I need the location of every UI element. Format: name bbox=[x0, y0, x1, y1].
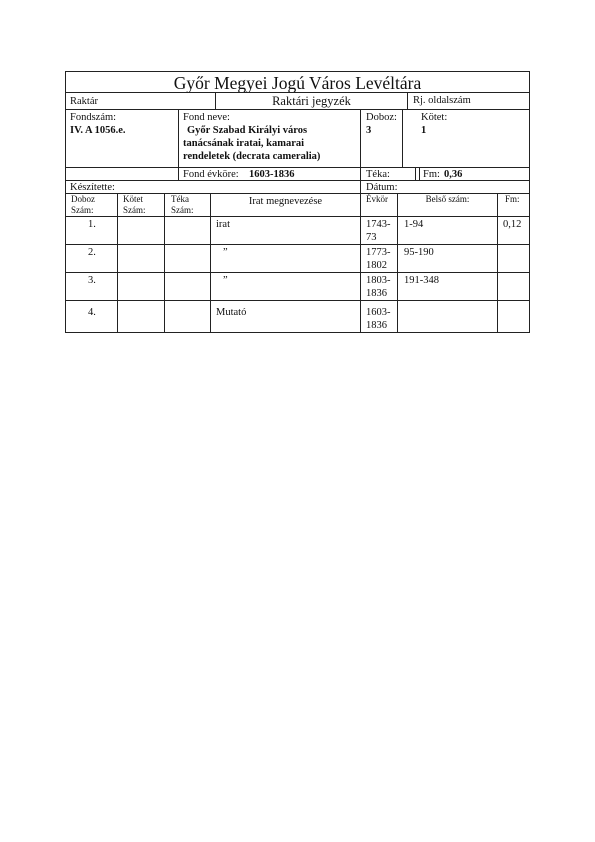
col-header-kotet bbox=[117, 193, 165, 217]
fm-label: Fm: bbox=[423, 169, 440, 180]
cell-kotet bbox=[117, 244, 165, 273]
fond-neve-label: Fond neve: bbox=[183, 112, 230, 123]
row-irat: Mutató bbox=[216, 307, 247, 318]
evkore-left-blank bbox=[65, 167, 179, 181]
col-header-belso-label: Belső szám: bbox=[425, 194, 470, 204]
raktari-jegyzek-cell bbox=[215, 92, 408, 110]
row-evkor-line: 73 bbox=[366, 232, 377, 243]
cell-doboz bbox=[65, 244, 118, 273]
row-evkor-line: 1836 bbox=[366, 288, 387, 299]
fond-neve-line: tanácsának iratai, kamarai bbox=[183, 138, 305, 149]
keszitette-cell bbox=[65, 180, 361, 194]
fond-neve-line: rendeletek (decrata cameralia) bbox=[183, 151, 321, 162]
fondszam-label: Fondszám: bbox=[70, 112, 117, 123]
raktari-jegyzek-label: Raktári jegyzék bbox=[272, 94, 351, 108]
row-evkor-line: 1836 bbox=[366, 320, 387, 331]
col-header-irat bbox=[210, 193, 361, 217]
cell-kotet bbox=[117, 300, 165, 333]
cell-fm bbox=[497, 300, 530, 333]
row-doboz: 4. bbox=[88, 307, 96, 318]
col-header-teka-line: Szám: bbox=[171, 205, 194, 215]
title-cell bbox=[65, 71, 530, 93]
row-doboz: 3. bbox=[88, 275, 96, 286]
col-header-doboz-line: Szám: bbox=[71, 205, 94, 215]
rj-oldalszam-label: Rj. oldalszám bbox=[413, 95, 471, 106]
row-belso: 95-190 bbox=[404, 247, 434, 258]
row-doboz: 2. bbox=[88, 247, 96, 258]
cell-teka bbox=[164, 272, 211, 301]
cell-irat bbox=[210, 216, 361, 245]
evkore-cell bbox=[178, 167, 361, 181]
row-evkor-line: 1802 bbox=[366, 260, 387, 271]
table-row bbox=[65, 272, 530, 301]
evkore-value: 1603-1836 bbox=[249, 169, 295, 180]
row-irat: irat bbox=[216, 219, 230, 230]
row-evkor-line: 1603- bbox=[366, 307, 391, 318]
cell-doboz bbox=[65, 272, 118, 301]
col-header-fm-label: Fm: bbox=[505, 194, 520, 204]
col-header-kotet-line: Szám: bbox=[123, 205, 146, 215]
col-header-fm bbox=[497, 193, 530, 217]
cell-teka bbox=[164, 244, 211, 273]
cell-kotet bbox=[117, 216, 165, 245]
kotet-cell bbox=[402, 109, 530, 168]
cell-irat bbox=[210, 244, 361, 273]
cell-fm bbox=[497, 244, 530, 273]
cell-fm bbox=[497, 216, 530, 245]
cell-teka bbox=[164, 216, 211, 245]
col-header-irat-label: Irat megnevezése bbox=[248, 196, 323, 207]
doboz-label: Doboz: bbox=[366, 112, 397, 123]
cell-belso bbox=[397, 300, 498, 333]
evkore-label: Fond évköre: bbox=[183, 169, 239, 180]
col-header-evkor bbox=[360, 193, 398, 217]
fm-value: 0,36 bbox=[444, 169, 463, 180]
cell-teka bbox=[164, 300, 211, 333]
cell-evkor bbox=[360, 216, 398, 245]
row-belso: 1-94 bbox=[404, 219, 424, 230]
row-evkor-line: 1773- bbox=[366, 247, 391, 258]
table-row bbox=[65, 216, 530, 245]
cell-evkor bbox=[360, 272, 398, 301]
cell-belso bbox=[397, 216, 498, 245]
fondszam-cell bbox=[65, 109, 179, 168]
row-evkor-line: 1743- bbox=[366, 219, 391, 230]
cell-evkor bbox=[360, 244, 398, 273]
teka-label: Téka: bbox=[366, 169, 390, 180]
col-header-teka-line: Téka bbox=[171, 194, 189, 204]
cell-doboz bbox=[65, 300, 118, 333]
fondszam-value: IV. A 1056.e. bbox=[70, 125, 126, 136]
datum-label: Dátum: bbox=[366, 182, 398, 193]
keszitette-label: Készítette: bbox=[70, 182, 115, 193]
cell-doboz bbox=[65, 216, 118, 245]
col-header-doboz-line: Doboz bbox=[71, 194, 95, 204]
col-header-teka bbox=[164, 193, 211, 217]
cell-irat bbox=[210, 272, 361, 301]
col-header-doboz bbox=[65, 193, 118, 217]
rj-oldalszam-cell bbox=[407, 92, 530, 110]
col-header-kotet-line: Kötet bbox=[123, 194, 143, 204]
doboz-value: 3 bbox=[366, 125, 372, 136]
kotet-value: 1 bbox=[421, 125, 427, 136]
raktar-label: Raktár bbox=[70, 96, 98, 107]
fond-neve-cell bbox=[178, 109, 361, 168]
fm-cell bbox=[415, 167, 530, 181]
row-belso: 191-348 bbox=[404, 275, 439, 286]
doboz-cell bbox=[360, 109, 403, 168]
row-doboz: 1. bbox=[88, 219, 96, 230]
raktar-cell bbox=[65, 92, 216, 110]
table-row bbox=[65, 300, 530, 333]
row-evkor-line: 1803- bbox=[366, 275, 391, 286]
teka-cell bbox=[360, 167, 420, 181]
cell-evkor bbox=[360, 300, 398, 333]
fond-neve-line: Győr Szabad Királyi város bbox=[187, 125, 308, 136]
cell-kotet bbox=[117, 272, 165, 301]
archive-title: Győr Megyei Jogú Város Levéltára bbox=[173, 73, 422, 93]
row-irat: ” bbox=[223, 247, 228, 258]
cell-belso bbox=[397, 244, 498, 273]
cell-belso bbox=[397, 272, 498, 301]
row-irat: ” bbox=[223, 275, 228, 286]
row-fm: 0,12 bbox=[503, 219, 522, 230]
col-header-belso bbox=[397, 193, 498, 217]
table-row bbox=[65, 244, 530, 273]
cell-fm bbox=[497, 272, 530, 301]
cell-irat bbox=[210, 300, 361, 333]
col-header-evkor-label: Évkör bbox=[366, 194, 388, 204]
kotet-label: Kötet: bbox=[421, 112, 448, 123]
datum-cell bbox=[360, 180, 530, 194]
